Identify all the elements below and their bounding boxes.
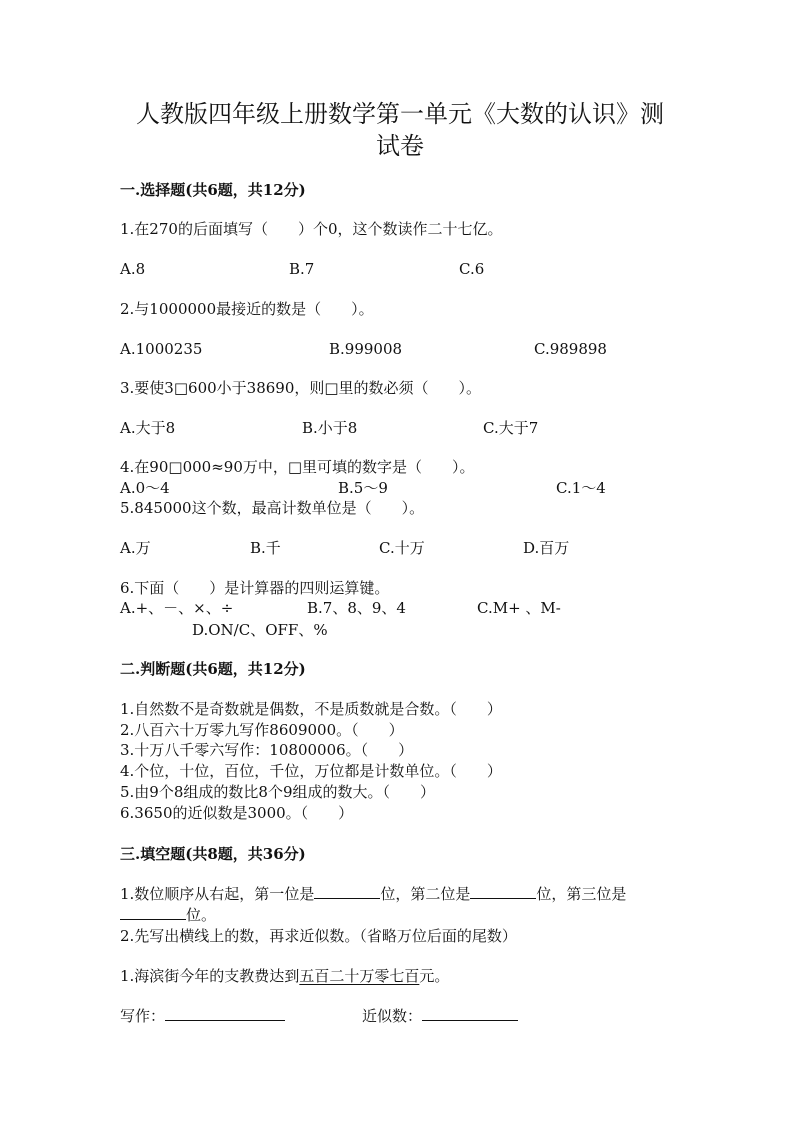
fill-sub1-underlined-number: 五百二十万零七百 — [299, 967, 420, 985]
choice-q4-option-b: B.5～9 — [338, 479, 388, 497]
choice-q4-option-a: A.0～4 — [120, 479, 170, 497]
choice-q2-option-a: A.1000235 — [120, 340, 203, 358]
fill-sub1-prefix: 1.海滨街今年的支教费达到 — [120, 967, 300, 985]
write-label: 写作： — [120, 1007, 166, 1025]
choice-q4-option-c: C.1～4 — [556, 479, 606, 497]
judgement-item-2: 2.八百六十万零九写作8609000。（ ） — [120, 721, 404, 739]
judgement-item-3: 3.十万八千零六写作：10800006。（ ） — [120, 741, 414, 759]
write-answer-blank[interactable] — [165, 1006, 285, 1021]
section-heading-judgement: 二.判断题(共6题，共12分) — [120, 660, 306, 678]
choice-q5-option-c: C.十万 — [379, 539, 425, 557]
fill-question-2: 2.先写出横线上的数，再求近似数。（省略万位后面的尾数） — [120, 927, 517, 945]
fill-question-1 — [120, 884, 626, 904]
fill-blank-3[interactable] — [120, 905, 186, 920]
section-heading-choice: 一.选择题(共6题，共12分) — [120, 181, 306, 199]
choice-q3-option-c: C.大于7 — [483, 419, 539, 437]
choice-q1-option-b: B.7 — [289, 260, 315, 278]
choice-q1-option-a: A.8 — [120, 260, 146, 278]
fill-sub1-suffix: 元。 — [419, 967, 450, 985]
fill-blank-1[interactable] — [314, 884, 380, 899]
fill-question-1-cont — [120, 905, 216, 925]
judgement-item-6: 6.3650的近似数是3000。（ ） — [120, 804, 354, 822]
choice-question-3: 3.要使3□600小于38690，则□里的数必须（ ）。 — [120, 379, 482, 397]
approx-row — [362, 1006, 518, 1026]
choice-q5-option-b: B.千 — [250, 539, 281, 557]
judgement-item-4: 4.个位，十位，百位，千位，万位都是计数单位。（ ） — [120, 762, 502, 780]
section-heading-fill: 三.填空题(共8题，共36分) — [120, 845, 306, 863]
choice-q3-option-a: A.大于8 — [120, 419, 176, 437]
approx-answer-blank[interactable] — [422, 1006, 518, 1021]
choice-question-6: 6.下面（ ）是计算器的四则运算键。 — [120, 579, 390, 597]
page-title-line1: 人教版四年级上册数学第一单元《大数的认识》测 — [136, 100, 664, 128]
write-row — [120, 1006, 285, 1026]
choice-question-1: 1.在270的后面填写（ ）个0，这个数读作二十七亿。 — [120, 220, 503, 238]
judgement-item-1: 1.自然数不是奇数就是偶数，不是质数就是合数。（ ） — [120, 700, 502, 718]
choice-question-5: 5.845000这个数，最高计数单位是（ ）。 — [120, 499, 425, 517]
choice-q6-option-c: C.M+ 、M- — [477, 599, 561, 617]
page-title-line2: 试卷 — [376, 132, 424, 160]
choice-question-2: 2.与1000000最接近的数是（ ）。 — [120, 300, 374, 318]
fill-q1-text-3: 位，第三位是 — [536, 885, 627, 903]
choice-q3-option-b: B.小于8 — [302, 419, 358, 437]
fill-blank-2[interactable] — [470, 884, 536, 899]
choice-question-4: 4.在90□000≈90万中，□里可填的数字是（ ）。 — [120, 458, 475, 476]
judgement-item-5: 5.由9个8组成的数比8个9组成的数大。（ ） — [120, 783, 435, 801]
fill-q1-text-2: 位，第二位是 — [380, 885, 471, 903]
fill-subquestion-1 — [120, 966, 449, 986]
choice-q2-option-b: B.999008 — [329, 340, 403, 358]
choice-q6-option-d: D.ON/C、OFF、% — [192, 621, 328, 639]
choice-q2-option-c: C.989898 — [534, 340, 607, 358]
choice-q6-option-b: B.7、8、9、4 — [307, 599, 406, 617]
choice-q6-option-a: A.+、－、×、÷ — [120, 599, 234, 617]
approx-label: 近似数： — [362, 1007, 423, 1025]
choice-q5-option-d: D.百万 — [523, 539, 570, 557]
fill-q1-text-1: 1.数位顺序从右起，第一位是 — [120, 885, 315, 903]
choice-q5-option-a: A.万 — [120, 539, 151, 557]
fill-q1-text-4: 位。 — [186, 906, 217, 924]
choice-q1-option-c: C.6 — [459, 260, 485, 278]
